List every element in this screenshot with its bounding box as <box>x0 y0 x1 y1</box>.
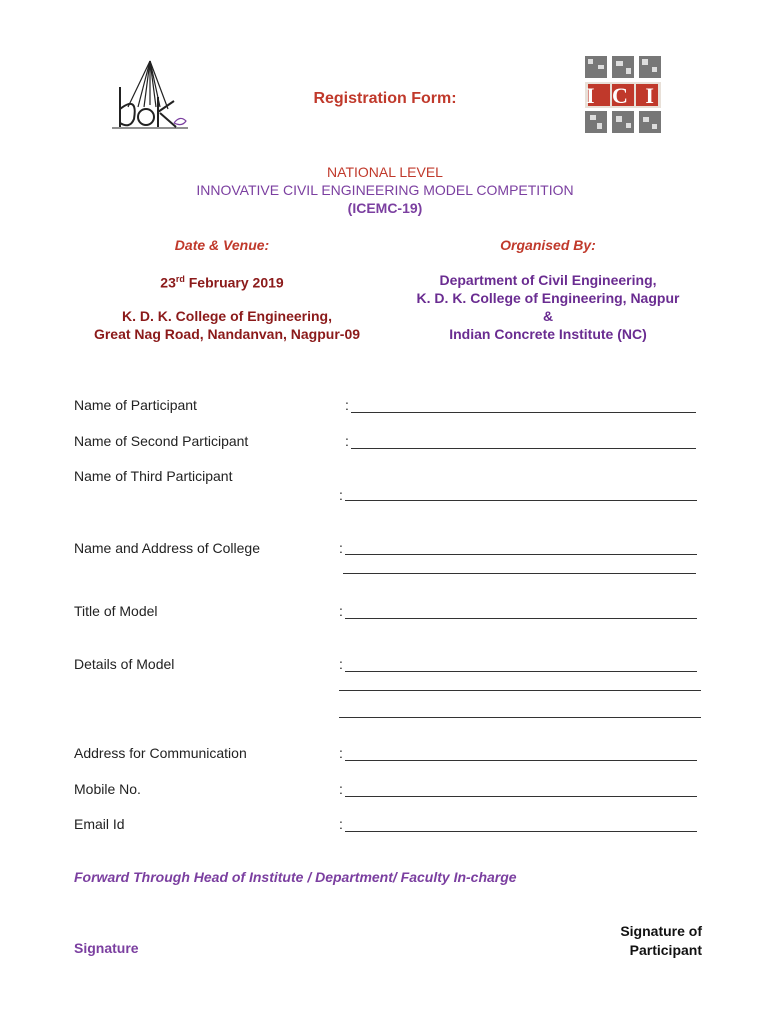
venue-line-1: K. D. K. College of Engineering, <box>121 308 332 324</box>
third-participant-input-line[interactable] <box>345 486 697 501</box>
college-input-line-2[interactable] <box>343 559 696 574</box>
label-email: Email Id <box>74 816 125 832</box>
participant-signature-line-2: Participant <box>629 942 702 958</box>
event-level: NATIONAL LEVEL <box>327 164 443 180</box>
address-input-line[interactable] <box>345 746 697 761</box>
participant-signature-label <box>620 922 702 960</box>
label-model-details: Details of Model <box>74 656 175 672</box>
organiser-line-3: & <box>542 308 554 324</box>
organised-by-heading: Organised By: <box>500 237 596 253</box>
organiser-line-4: Indian Concrete Institute (NC) <box>449 326 647 342</box>
colon: : <box>339 781 343 797</box>
label-third-participant: Name of Third Participant <box>74 468 233 484</box>
event-date-suffix: rd <box>175 274 185 284</box>
forward-note: Forward Through Head of Institute / Department/ Faculty In-charge <box>74 869 517 885</box>
label-address: Address for Communication <box>74 745 247 761</box>
colon: : <box>345 397 349 413</box>
model-details-input-line-2[interactable] <box>339 676 701 691</box>
model-title-input-line[interactable] <box>345 604 697 619</box>
participant-input-line[interactable] <box>351 398 696 413</box>
event-date-month: February 2019 <box>184 274 284 291</box>
label-model-title: Title of Model <box>74 603 158 619</box>
label-participant: Name of Participant <box>74 397 197 413</box>
colon: : <box>339 816 343 832</box>
organiser-line-2: K. D. K. College of Engineering, Nagpur <box>416 290 680 306</box>
email-input-line[interactable] <box>345 817 697 832</box>
colon: : <box>339 487 343 503</box>
label-college: Name and Address of College <box>74 540 260 556</box>
college-input-line-1[interactable] <box>345 540 697 555</box>
colon: : <box>339 745 343 761</box>
venue-line-2: Great Nag Road, Nandanvan, Nagpur-09 <box>93 326 361 342</box>
colon: : <box>345 433 349 449</box>
event-date-day: 23 <box>160 274 176 291</box>
colon: : <box>339 540 343 556</box>
label-second-participant: Name of Second Participant <box>74 433 249 449</box>
ici-logo-text: I C I <box>585 83 660 108</box>
mobile-input-line[interactable] <box>345 782 697 797</box>
second-participant-input-line[interactable] <box>351 434 696 449</box>
date-venue-heading: Date & Venue: <box>174 237 270 253</box>
organiser-line-1: Department of Civil Engineering, <box>439 272 657 288</box>
signature-label: Signature <box>74 940 139 956</box>
event-date <box>72 270 372 292</box>
colon: : <box>339 656 343 672</box>
label-mobile: Mobile No. <box>74 781 141 797</box>
model-details-input-line-3[interactable] <box>339 703 701 718</box>
model-details-input-line-1[interactable] <box>345 657 697 672</box>
participant-signature-line-1: Signature of <box>620 923 702 939</box>
colon: : <box>339 603 343 619</box>
event-name: INNOVATIVE CIVIL ENGINEERING MODEL COMPETITION <box>196 182 574 198</box>
event-code: (ICEMC-19) <box>347 200 423 216</box>
form-title: Registration Form: <box>313 90 457 107</box>
